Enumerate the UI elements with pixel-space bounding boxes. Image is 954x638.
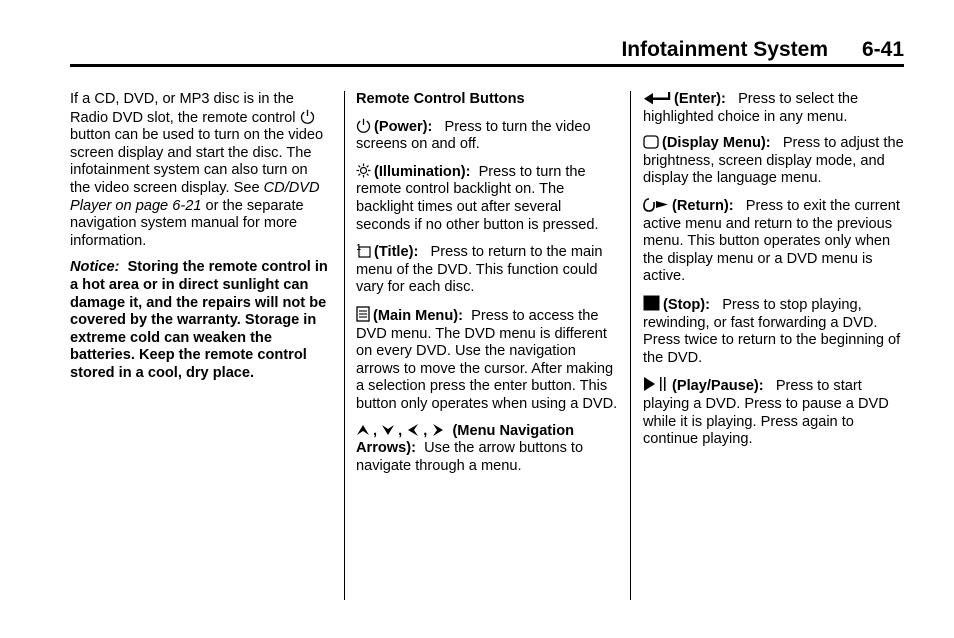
intro-paragraph [70, 91, 332, 250]
intro-text-a: If a CD, DVD, or MP3 disc is in the Radio DVD slot, the remote control [70, 91, 300, 126]
enter-text: Press to select the highlighted choice in any menu. [643, 91, 859, 125]
arrow-left-icon [406, 423, 420, 437]
arrow-right-icon [431, 423, 445, 437]
page-header [70, 38, 904, 64]
arrow-down-icon [381, 423, 395, 437]
navigation-arrows-entry: , , , (Menu Navigation Arrows): Use the arrow buttons to navigate through a menu. [356, 422, 584, 474]
stop-text: Press to stop playing, rewinding, or fast forwarding a DVD. Press twice to return to the beginning of the DVD. [643, 296, 901, 366]
arrow-up-icon [356, 423, 370, 437]
power-label: (Power): [374, 118, 433, 135]
play-pause-label: (Play/Pause): [672, 378, 764, 395]
title-label: (Title): [374, 244, 419, 261]
power-text: Press to turn the video screens on and off. [356, 118, 591, 153]
power-icon [300, 109, 315, 124]
stop-entry [643, 295, 905, 367]
display-menu-label: (Display Menu): [662, 135, 771, 152]
navigation-arrows-text: Use the arrow buttons to navigate through a menu. [356, 440, 584, 474]
play-pause-icon [643, 376, 669, 392]
column-divider-1 [344, 91, 345, 600]
main-menu-text: Press to access the DVD menu. The DVD menu is different on every DVD. Use the navigation arrows to move the cursor. After making a selection press the enter button. This button only operates when using a DVD. [356, 307, 618, 412]
title-entry [356, 243, 618, 297]
stop-label: (Stop): [663, 296, 711, 313]
enter-icon [643, 91, 671, 105]
display-icon [643, 135, 659, 149]
illumination-label: (Illumination): [374, 163, 471, 180]
notice-text: Storing the remote control in a hot area or in direct sunlight can damage it, and the repairs will not be covered by the warranty. Storage in extreme cold can weaken the batteries. Keep the remote control stored in a cool, dry place. [70, 259, 328, 381]
column-2 [356, 91, 618, 484]
main-menu-entry [356, 306, 618, 414]
enter-label: (Enter): [674, 91, 726, 107]
navigation-arrows-label: (Menu Navigation Arrows): [356, 422, 575, 457]
column-divider-2 [630, 91, 631, 600]
page-number: 6-41 [861, 38, 904, 61]
column-3 [643, 91, 905, 458]
power-entry [356, 118, 618, 154]
section-title: Infotainment System [621, 38, 828, 61]
stop-icon [643, 295, 660, 311]
display-menu-text: Press to adjust the brightness, screen display mode, and display the language menu. [643, 135, 904, 187]
illumination-entry [356, 163, 618, 234]
return-entry [643, 197, 905, 286]
sun-icon [356, 163, 371, 178]
main-menu-label: (Main Menu): [373, 307, 463, 324]
display-menu-entry [643, 135, 905, 188]
column-1 [70, 91, 332, 392]
header-rule [70, 64, 904, 67]
play-pause-text: Press to start playing a DVD. Press to pause a DVD while it is playing. Press again to continue playing. [643, 378, 889, 448]
svg-text:1: 1 [356, 243, 361, 253]
power-icon [356, 118, 371, 133]
illumination-text: Press to turn the remote control backlight on. The backlight times out after several seconds if no other button is pressed. [356, 163, 599, 233]
main-menu-icon [356, 306, 370, 322]
play-pause-entry [643, 376, 905, 448]
title-text: Press to return to the main menu of the DVD. This function could vary for each disc. [356, 244, 603, 296]
remote-buttons-heading: Remote Control Buttons [356, 91, 525, 107]
enter-entry [643, 91, 905, 126]
notice-paragraph [70, 259, 332, 382]
return-label: (Return): [672, 197, 734, 214]
return-text: Press to exit the current active menu and return to the previous menu. This button operates only when the display menu or a DVD menu is active. [643, 197, 900, 285]
notice-label: Notice: [70, 259, 120, 276]
return-icon [643, 197, 669, 212]
title-icon [356, 243, 371, 258]
intro-text-c: or the separate navigation system manual for more information. [70, 197, 304, 249]
cross-reference-link[interactable]: CD/DVD Player on page 6‑21 [70, 179, 320, 214]
intro-text-b: button can be used to turn on the video screen display and start the disc. The infotainment system can also turn on the video screen display. See [70, 127, 324, 196]
